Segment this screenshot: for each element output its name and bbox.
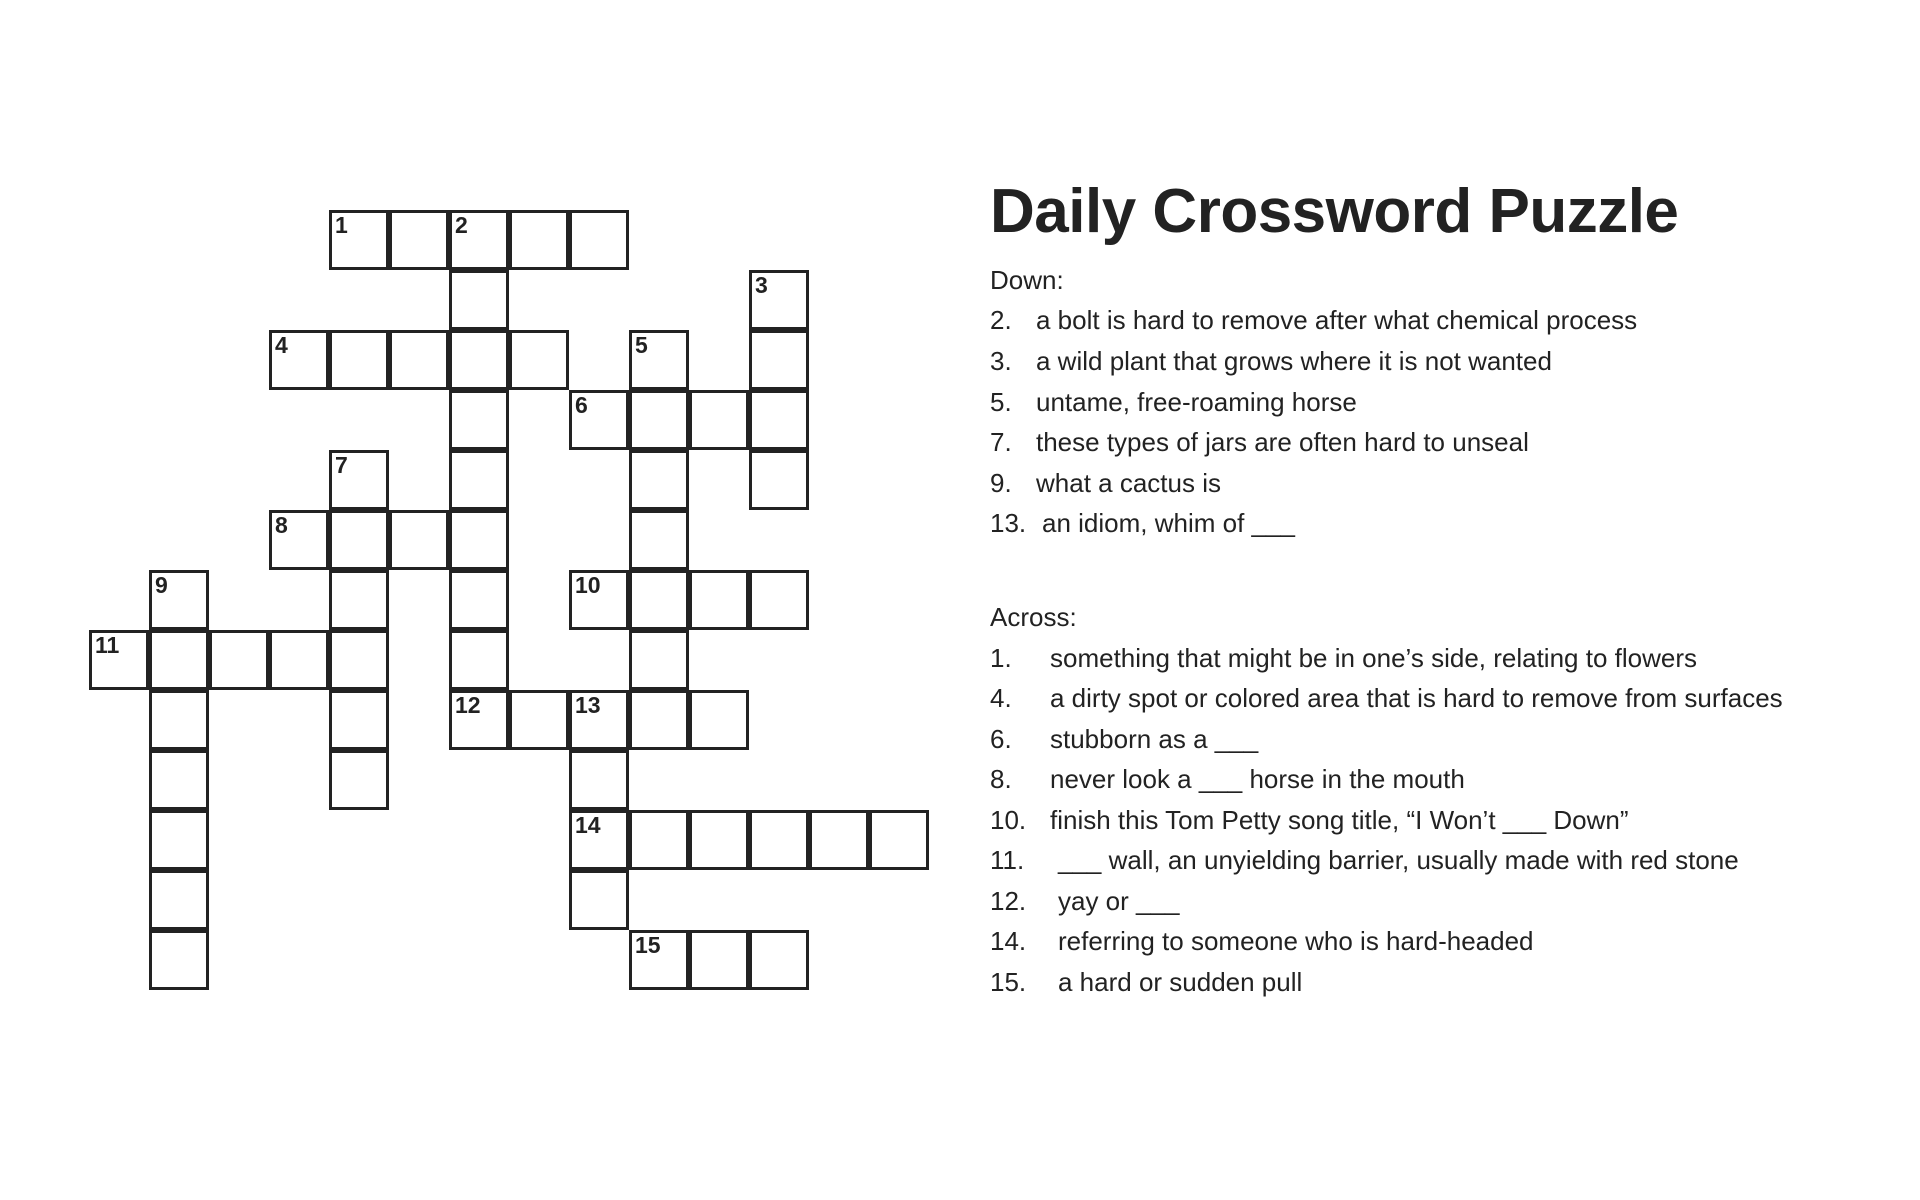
clue-number: 12. xyxy=(990,886,1027,916)
cell-number: 5 xyxy=(635,332,648,358)
grid-cell[interactable] xyxy=(629,930,689,990)
grid-cell[interactable] xyxy=(629,450,689,510)
across-heading: Across: xyxy=(990,602,1077,632)
grid-cell[interactable] xyxy=(269,330,329,390)
clue-number: 1. xyxy=(990,643,1012,673)
cell-number: 15 xyxy=(635,932,661,958)
grid-cell[interactable] xyxy=(629,390,689,450)
grid-cell[interactable] xyxy=(449,390,509,450)
grid-cell[interactable] xyxy=(449,210,509,270)
clue-text: a dirty spot or colored area that is hard to remove from surfaces xyxy=(1050,683,1783,713)
cell-number: 12 xyxy=(455,692,481,718)
clue-text: a bolt is hard to remove after what chemical process xyxy=(1036,305,1638,335)
grid-cell[interactable] xyxy=(389,510,449,570)
clue-number: 4. xyxy=(990,683,1012,713)
across-clue xyxy=(990,724,1258,754)
grid-cell[interactable] xyxy=(329,570,389,630)
grid-cell[interactable] xyxy=(749,450,809,510)
clue-number: 7. xyxy=(990,427,1012,457)
grid-cell[interactable] xyxy=(449,330,509,390)
grid-cell[interactable] xyxy=(449,270,509,330)
grid-cell[interactable] xyxy=(449,630,509,690)
down-clue xyxy=(990,387,1357,417)
grid-cell[interactable] xyxy=(629,630,689,690)
cell-number: 3 xyxy=(755,272,768,298)
clue-text: untame, free-roaming horse xyxy=(1036,387,1357,417)
grid-cell[interactable] xyxy=(329,690,389,750)
grid-cell[interactable] xyxy=(569,750,629,810)
grid-cell[interactable] xyxy=(749,390,809,450)
across-clue xyxy=(990,805,1629,835)
grid-cell[interactable] xyxy=(689,390,749,450)
grid-cell[interactable] xyxy=(569,210,629,270)
grid-cell[interactable] xyxy=(149,750,209,810)
clue-number: 8. xyxy=(990,764,1012,794)
across-clue xyxy=(990,643,1697,673)
grid-cell[interactable] xyxy=(149,570,209,630)
clue-number: 14. xyxy=(990,926,1027,956)
cell-number: 4 xyxy=(275,332,288,358)
grid-cell[interactable] xyxy=(569,870,629,930)
grid-cell[interactable] xyxy=(389,330,449,390)
grid-cell[interactable] xyxy=(269,510,329,570)
across-clue xyxy=(990,683,1783,713)
grid-cell[interactable] xyxy=(329,630,389,690)
grid-cell[interactable] xyxy=(749,930,809,990)
grid-cell[interactable] xyxy=(749,330,809,390)
cell-number: 8 xyxy=(275,512,288,538)
grid-cell[interactable] xyxy=(329,330,389,390)
grid-cell[interactable] xyxy=(209,630,269,690)
grid-cell[interactable] xyxy=(629,510,689,570)
grid-cell[interactable] xyxy=(329,450,389,510)
clue-text: an idiom, whim of ___ xyxy=(1042,508,1295,538)
grid-cell[interactable] xyxy=(509,690,569,750)
clue-text: what a cactus is xyxy=(1036,468,1221,498)
down-heading: Down: xyxy=(990,265,1064,295)
grid-cell[interactable] xyxy=(629,810,689,870)
grid-cell[interactable] xyxy=(149,690,209,750)
grid-cell[interactable] xyxy=(509,330,569,390)
down-clue xyxy=(990,427,1529,457)
clue-number: 15. xyxy=(990,967,1027,997)
across-clue xyxy=(990,764,1465,794)
grid-cell[interactable] xyxy=(569,690,629,750)
grid-cell[interactable] xyxy=(509,210,569,270)
grid-cell[interactable] xyxy=(629,690,689,750)
across-clue xyxy=(990,926,1534,956)
clue-text: finish this Tom Petty song title, “I Won’t ___ Down” xyxy=(1050,805,1629,835)
clue-text: ___ wall, an unyielding barrier, usually made with red stone xyxy=(1058,845,1739,875)
clue-text: something that might be in one’s side, relating to flowers xyxy=(1050,643,1697,673)
cell-number: 11 xyxy=(95,632,120,658)
clue-text: a hard or sudden pull xyxy=(1058,967,1303,997)
grid-cell[interactable] xyxy=(449,450,509,510)
cell-number: 1 xyxy=(335,212,348,238)
clue-text: never look a ___ horse in the mouth xyxy=(1050,764,1465,794)
grid-cell[interactable] xyxy=(569,810,629,870)
grid-cell[interactable] xyxy=(329,510,389,570)
down-clue xyxy=(990,305,1637,335)
grid-cell[interactable] xyxy=(149,930,209,990)
grid-cell[interactable] xyxy=(149,630,209,690)
grid-cell[interactable] xyxy=(329,210,389,270)
cell-number: 2 xyxy=(455,212,468,238)
cell-number: 14 xyxy=(575,812,601,838)
clue-number: 2. xyxy=(990,305,1012,335)
grid-cell[interactable] xyxy=(449,690,509,750)
grid-cell[interactable] xyxy=(389,210,449,270)
grid-cell[interactable] xyxy=(689,810,749,870)
clue-text: these types of jars are often hard to unseal xyxy=(1036,427,1529,457)
clue-text: a wild plant that grows where it is not wanted xyxy=(1036,346,1552,376)
clues-panel xyxy=(990,0,1900,1200)
grid-cell[interactable] xyxy=(749,810,809,870)
clue-number: 10. xyxy=(990,805,1027,835)
cell-number: 6 xyxy=(575,392,588,418)
clue-number: 11. xyxy=(990,845,1025,875)
down-clue xyxy=(990,508,1295,538)
clue-text: referring to someone who is hard-headed xyxy=(1058,926,1534,956)
clue-number: 5. xyxy=(990,387,1012,417)
cell-number: 13 xyxy=(575,692,601,718)
across-clue xyxy=(990,845,1739,875)
grid-cell[interactable] xyxy=(449,570,509,630)
clue-number: 13. xyxy=(990,508,1027,538)
cell-number: 7 xyxy=(335,452,348,478)
grid-cell[interactable] xyxy=(269,630,329,690)
grid-cell[interactable] xyxy=(569,390,629,450)
grid-cell[interactable] xyxy=(689,930,749,990)
grid-cell[interactable] xyxy=(689,570,749,630)
grid-cell[interactable] xyxy=(89,630,149,690)
down-clue xyxy=(990,346,1552,376)
across-clue xyxy=(990,886,1179,916)
grid-cell[interactable] xyxy=(629,570,689,630)
grid-cell[interactable] xyxy=(749,570,809,630)
grid-cell[interactable] xyxy=(449,510,509,570)
grid-cell[interactable] xyxy=(569,570,629,630)
cell-number: 10 xyxy=(575,572,601,598)
grid-cell[interactable] xyxy=(629,330,689,390)
grid-cell[interactable] xyxy=(329,750,389,810)
puzzle-title: Daily Crossword Puzzle xyxy=(990,177,1679,246)
grid-cell[interactable] xyxy=(809,810,869,870)
clue-number: 6. xyxy=(990,724,1012,754)
grid-cell[interactable] xyxy=(149,810,209,870)
clue-number: 3. xyxy=(990,346,1012,376)
grid-cell[interactable] xyxy=(749,270,809,330)
down-clue xyxy=(990,468,1221,498)
across-clue xyxy=(990,967,1302,997)
clue-text: yay or ___ xyxy=(1058,886,1180,916)
grid-cell[interactable] xyxy=(149,870,209,930)
grid-cell[interactable] xyxy=(869,810,929,870)
clue-number: 9. xyxy=(990,468,1012,498)
cell-number: 9 xyxy=(155,572,168,598)
grid-cell[interactable] xyxy=(689,690,749,750)
clue-text: stubborn as a ___ xyxy=(1050,724,1259,754)
